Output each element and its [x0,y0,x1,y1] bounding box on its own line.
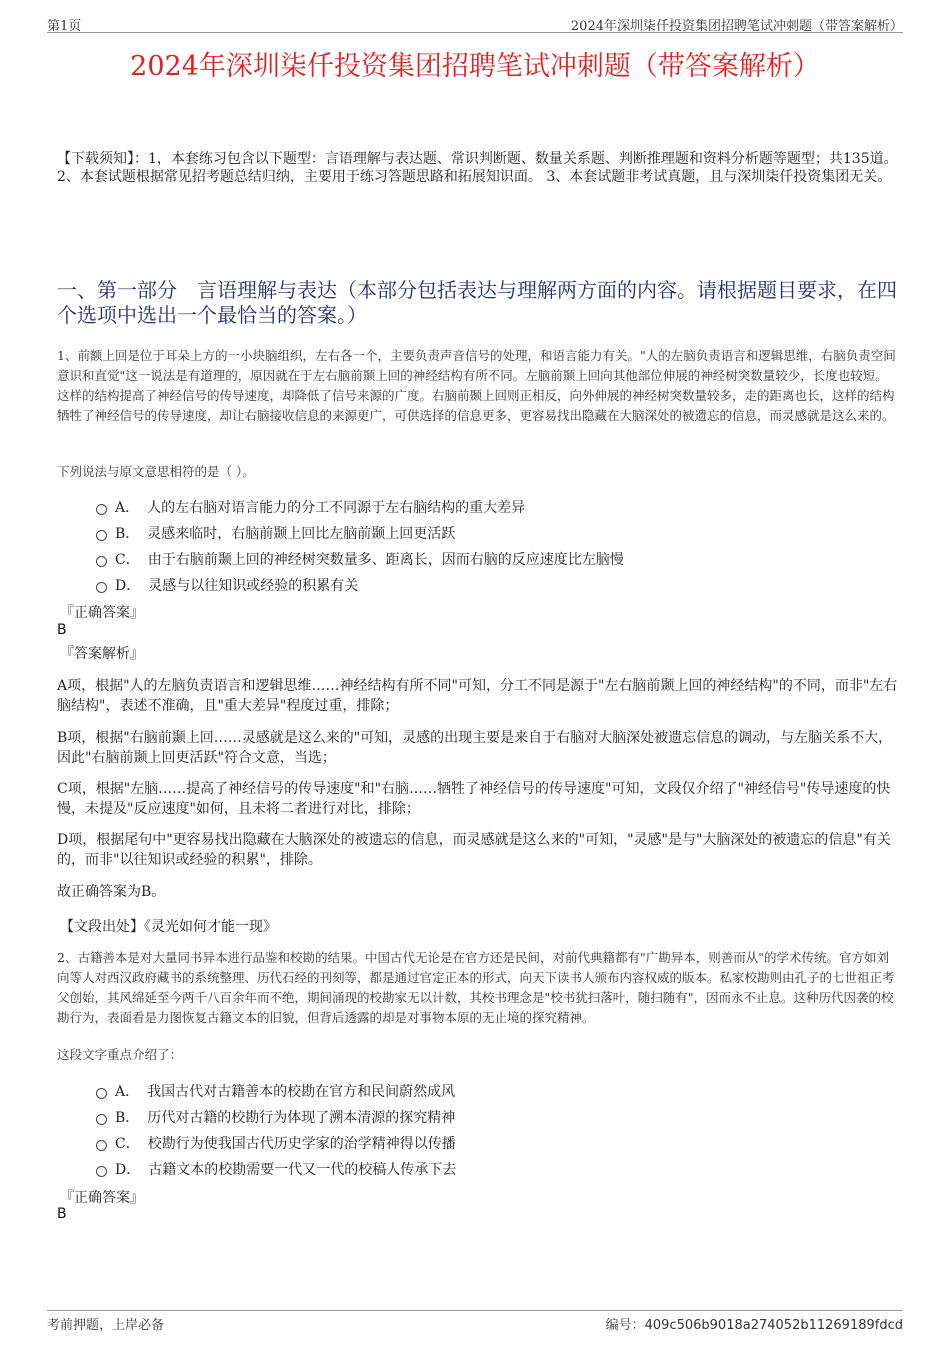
option-text: 灵感与以往知识或经验的积累有关 [148,578,359,594]
q1-option-b[interactable] [96,523,455,543]
correct-answer: B [57,622,67,638]
correct-answer-label: 『正确答案』 [60,605,144,621]
radio-icon[interactable] [96,1114,107,1125]
option-letter: D． [115,578,141,594]
option-text: 人的左右脑对语言能力的分工不同源于左右脑结构的重大差异 [147,500,526,516]
question-2-prompt: 这段文字重点介绍了： [57,1047,183,1062]
analysis-label: 『答案解析』 [60,646,144,662]
running-header: 2024年深圳柒仟投资集团招聘笔试冲刺题（带答案解析） [570,19,903,34]
header-divider [47,32,903,33]
q2-option-b[interactable] [96,1107,455,1127]
q2-option-d[interactable] [96,1159,456,1179]
footer-slogan: 考前押题，上岸必备 [47,1318,165,1333]
code-label: 编号： [605,1318,645,1333]
analysis-d: D项，根据尾句中"更容易找出隐藏在大脑深处的被遗忘的信息，而灵感就是这么来的"可知，"灵感"是与"大脑深处的被遗忘的信息"有关的，而非"以往知识或经验的积累"，排除。 [57,832,891,868]
option-letter: B． [115,1110,140,1126]
option-letter: C． [115,552,140,568]
document-code [606,1314,903,1333]
option-text: 我国古代对古籍善本的校勘在官方和民间蔚然成风 [147,1084,456,1100]
radio-icon[interactable] [96,556,107,567]
correct-answer-label: 『正确答案』 [60,1190,144,1206]
analysis-a: A项，根据"人的左脑负责语言和逻辑思维……神经结构有所不同"可知，分工不同是源于"左右脑前颞上回的神经结构"的不同，而非"左右脑结构"，表述不准确，且"重大差异"程度过重，排除； [57,678,898,714]
q1-option-d[interactable] [96,575,358,595]
radio-icon[interactable] [96,1088,107,1099]
option-letter: A． [115,1084,140,1100]
analysis-b: B项，根据"右脑前颞上回……灵感就是这么来的"可知，灵感的出现主要是来自于右脑对大脑深处被遗忘信息的调动，与左脑关系不大，因此"右脑前颞上回更活跃"符合文意，当选； [57,730,893,766]
option-text: 由于右脑前颞上回的神经树突数量多、距离长，因而右脑的反应速度比左脑慢 [147,552,624,568]
analysis-conclusion: 故正确答案为B。 [57,884,166,900]
option-text: 校勘行为使我国古代历史学家的治学精神得以传播 [147,1136,456,1152]
page-number: 第1页 [47,19,82,34]
option-letter: D． [115,1162,141,1178]
code-value: 409c506b9018a274052b11269189fdcd [644,1318,903,1333]
question-1-passage: 1、前额上回是位于耳朵上方的一小块脑组织，左右各一个，主要负责声音信号的处理，和语言能力有关。"人的左脑负责语言和逻辑思维，右脑负责空间意识和直觉"这一说法是有道理的，原因就在于左右脑前颞上回的神经结构有所不同。左脑前颞上回向其他部位伸展的神经树突数量较少，长度也较短。这样的结构提高了神经信号的传导速度，却降低了信号来源的广度。右脑前颞上回则正相反，向外伸展的神经树突数量较多，走的距离也长，这样的结构牺牲了神经信号的传导速度，却让右脑接收信息的来源更广，可供选择的信息更多，更容易找出隐藏在大脑深处的被遗忘的信息，而灵感就是这么来的。 [57,348,896,423]
question-2-passage: 2、古籍善本是对大量同书异本进行品鉴和校勘的结果。中国古代无论是在官方还是民间，对前代典籍都有"广勘异本，则善而从"的学术传统。官方如刘向等人对西汉政府藏书的系统整理、历代石经的刊刻等，都是通过官定正本的形式，向天下读书人颁布内容权威的版本。私家校勘则由孔子的七世祖正考父创始，其风绵延至今两千八百余年而不绝，期间涌现的校勘家无以计数，其校书理念是"校书犹扫落叶，随扫随有"，因而永不止息。这种历代因袭的校勘行为，表面看是力图恢复古籍文本的旧貌，但背后透露的却是对事物本原的无止境的探究精神。 [57,950,895,1025]
q2-option-a[interactable] [96,1081,455,1101]
question-1-prompt: 下列说法与原文意思相符的是（ ）。 [57,464,255,479]
q2-option-c[interactable] [96,1133,456,1153]
download-notice: 【下载须知】：1，本套练习包含以下题型：言语理解与表达题、常识判断题、数量关系题、判断推理题和资料分析题等题型；共135道。 2、本套试题根据常见招考题总结归纳，主要用于练习答题思路和拓展知识面。 3、本套试题非考试真题，且与深圳柒仟投资集团无关。 [57,151,898,185]
radio-icon[interactable] [96,530,107,541]
q1-option-c[interactable] [96,549,624,569]
passage-source: 【文段出处】《灵光如何才能一现》 [60,919,277,935]
option-text: 灵感来临时，右脑前颞上回比左脑前颞上回更活跃 [147,526,456,542]
footer-divider [47,1310,903,1311]
radio-icon[interactable] [96,1140,107,1151]
option-letter: C． [115,1136,140,1152]
option-text: 古籍文本的校勘需要一代又一代的校稿人传承下去 [148,1162,457,1178]
page-title: 2024年深圳柒仟投资集团招聘笔试冲刺题（带答案解析） [130,51,820,82]
radio-icon[interactable] [96,1166,107,1177]
q1-option-a[interactable] [96,497,525,517]
radio-icon[interactable] [96,504,107,515]
section-heading: 一、第一部分 言语理解与表达（本部分包括表达与理解两方面的内容。请根据题目要求，在四个选项中选出一个最恰当的答案。） [57,278,897,327]
option-text: 历代对古籍的校勘行为体现了溯本清源的探究精神 [147,1110,456,1126]
analysis-c: C项，根据"左脑……提高了神经信号的传导速度"和"右脑……牺牲了神经信号的传导速度"可知，文段仅介绍了"神经信号"传导速度的快慢，未提及"反应速度"如何，且未将二者进行对比，排除； [57,781,891,817]
option-letter: A． [115,500,140,516]
option-letter: B． [115,526,140,542]
radio-icon[interactable] [96,582,107,593]
correct-answer: B [57,1206,67,1222]
